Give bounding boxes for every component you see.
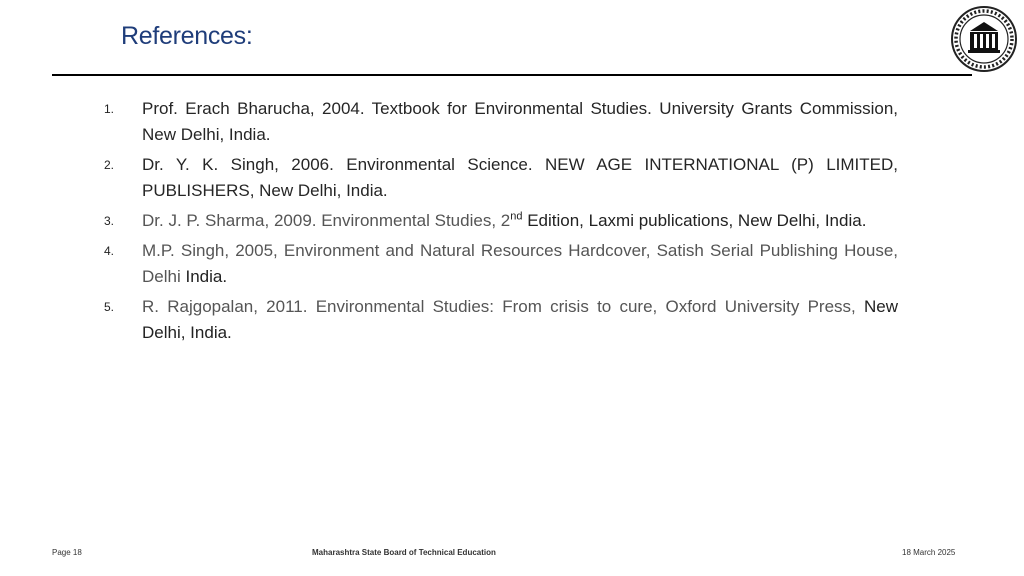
reference-text-part: New Delhi, India. (142, 297, 898, 342)
title-divider (52, 74, 972, 76)
reference-text: Prof. Erach Bharucha, 2004. Textbook for Environmental Studies. University Grants Commission, New Delhi, India. (142, 99, 898, 144)
msbte-logo (950, 5, 1018, 73)
reference-text-part: Edition, Laxmi publications, New Delhi, India. (522, 211, 867, 230)
reference-number: 5. (104, 300, 115, 314)
footer-page-number: Page 18 (52, 548, 82, 557)
reference-text-part: M.P. Singh, 2005, Environment and Natural Resources Hardcover, Satish Serial Publishing House, Delhi (142, 241, 898, 286)
reference-item-1 (100, 96, 898, 148)
reference-text (142, 294, 898, 346)
reference-text-part: R. Rajgopalan, 2011. Environmental Studies: From crisis to cure, Oxford University Press, (142, 297, 864, 316)
reference-number: 4. (104, 244, 115, 258)
reference-text (142, 238, 898, 290)
reference-number: 1. (104, 102, 115, 116)
reference-item-2 (100, 152, 898, 204)
reference-text-part: India. (185, 267, 228, 286)
slide-title: References: (121, 22, 253, 50)
reference-item-5 (100, 294, 898, 346)
reference-text-part: Dr. J. P. Sharma, 2009. Environmental Studies, 2 (142, 211, 511, 230)
footer-date: 18 March 2025 (902, 548, 956, 557)
footer-organization: Maharashtra State Board of Technical Education (312, 548, 496, 557)
reference-number: 3. (104, 214, 115, 228)
reference-item-3 (100, 208, 898, 234)
reference-list (100, 96, 898, 350)
reference-superscript: nd (510, 210, 523, 223)
reference-text (142, 208, 898, 234)
reference-text: Dr. Y. K. Singh, 2006. Environmental Science. NEW AGE INTERNATIONAL (P) LIMITED, PUBLISHERS, New Delhi, India. (142, 155, 898, 200)
reference-number: 2. (104, 158, 115, 172)
reference-item-4 (100, 238, 898, 290)
